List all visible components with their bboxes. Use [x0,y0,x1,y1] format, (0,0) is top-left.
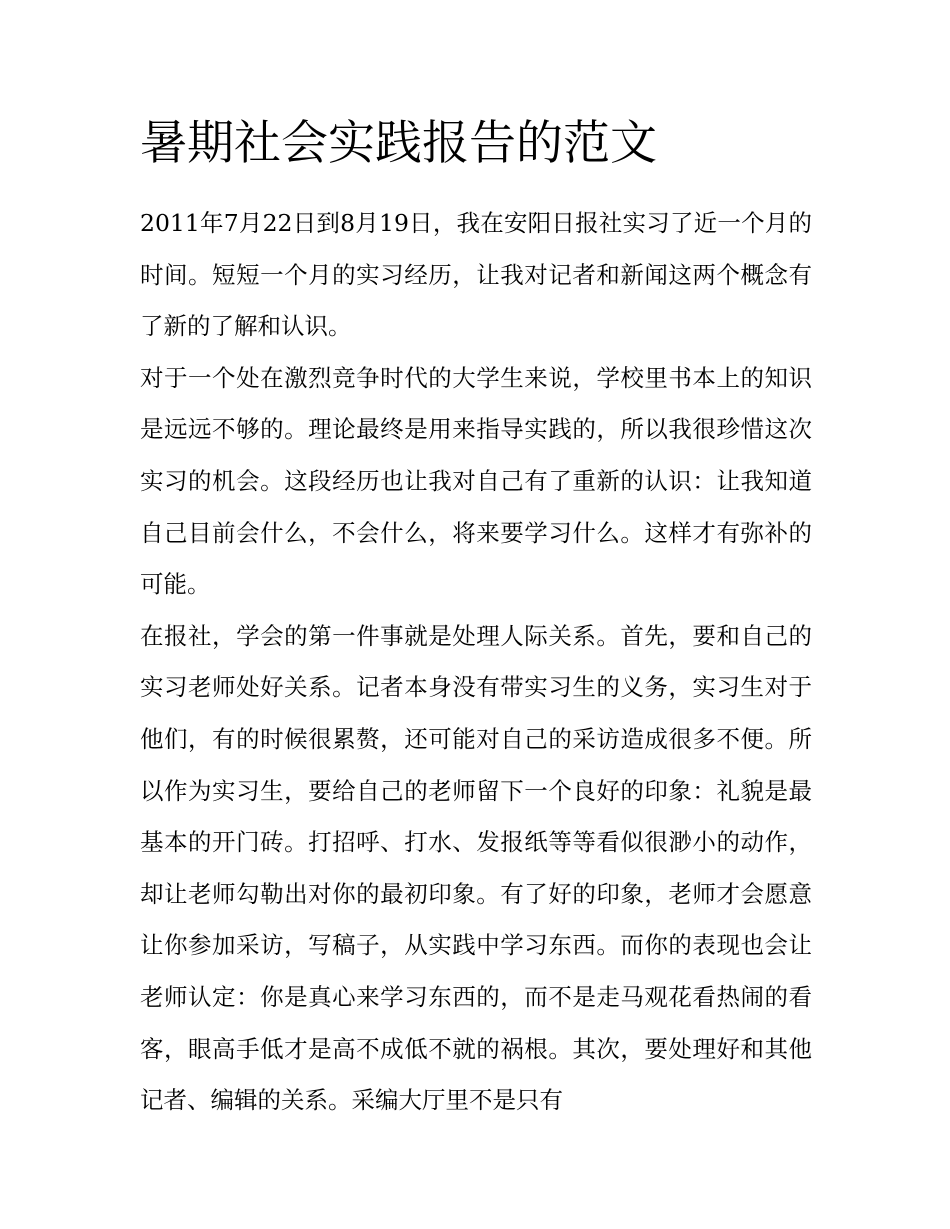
document-body [140,198,812,1127]
paragraph-2: 对于一个处在激烈竞争时代的大学生来说，学校里书本上的知识是远远不够的。理论最终是用来指导实践的，所以我很珍惜这次实习的机会。这段经历也让我对自己有了重新的认识：让我知道自己目前会什么，不会什么，将来要学习什么。这样才有弥补的可能。 [140,363,812,599]
paragraph-1: 2011年7月22日到8月19日，我在安阳日报社实习了近一个月的时间。短短一个月的实习经历，让我对记者和新闻这两个概念有了新的了解和认识。 [140,209,812,341]
paragraph-3: 在报社，学会的第一件事就是处理人际关系。首先，要和自己的实习老师处好关系。记者本身没有带实习生的义务，实习生对于他们，有的时候很累赘，还可能对自己的采访造成很多不便。所以作为实习生，要给自己的老师留下一个良好的印象：礼貌是最基本的开门砖。打招呼、打水、发报纸等等看似很渺小的动作，却让老师勾勒出对你的最初印象。有了好的印象，老师才会愿意让你参加采访，写稿子，从实践中学习东西。而你的表现也会让老师认定：你是真心来学习东西的，而不是走马观花看热闹的看客，眼高手低才是高不成低不就的祸根。其次，要处理好和其他记者、编辑的关系。采编大厅里不是只有 [140,621,812,1115]
document-title: 暑期社会实践报告的范文 [140,116,657,171]
